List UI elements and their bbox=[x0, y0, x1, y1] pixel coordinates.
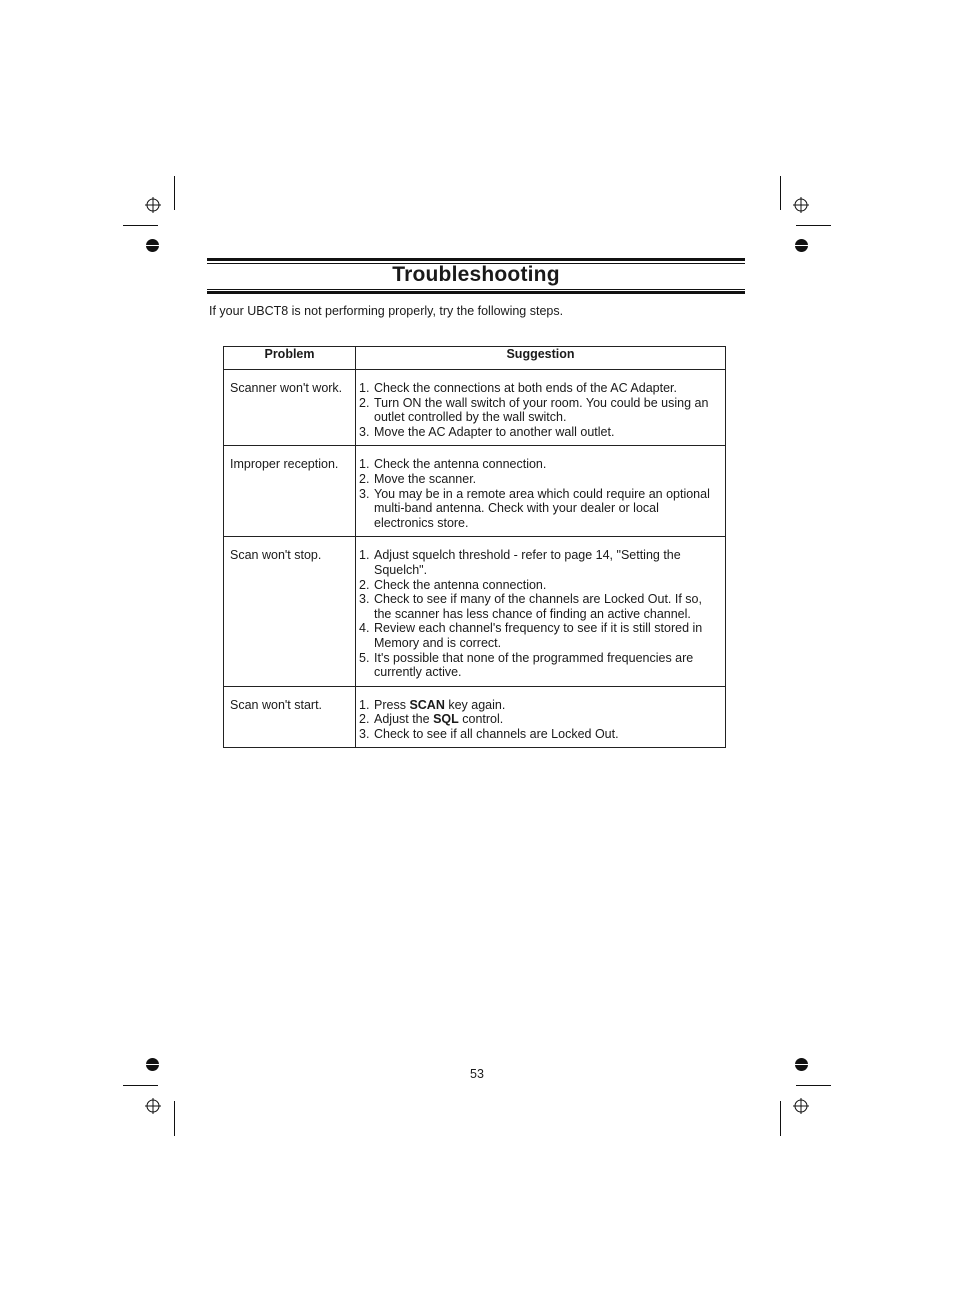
title-rule-bottom-thin bbox=[207, 289, 745, 290]
registration-target-icon bbox=[145, 197, 161, 213]
suggestion-step bbox=[359, 651, 721, 680]
crop-line bbox=[780, 176, 781, 210]
crop-line bbox=[123, 1085, 158, 1086]
problem-cell: Scanner won't work. bbox=[224, 370, 356, 446]
suggestion-steps bbox=[359, 698, 721, 742]
step-text: Turn ON the wall switch of your room. You could be using an outlet controlled by the wall switch. bbox=[374, 395, 709, 425]
step-number: 2. bbox=[359, 395, 370, 410]
registration-dot-icon bbox=[795, 239, 808, 252]
crop-line bbox=[796, 1085, 831, 1086]
suggestion-step bbox=[359, 548, 721, 577]
step-text: Check to see if many of the channels are Locked Out. If so, the scanner has less chance of finding an active channel. bbox=[374, 592, 702, 621]
suggestion-step bbox=[359, 472, 721, 487]
step-number: 5. bbox=[359, 650, 370, 665]
step-text: It's possible that none of the programmed frequencies are currently active. bbox=[374, 650, 694, 680]
suggestion-steps bbox=[359, 457, 721, 530]
suggestion-step bbox=[359, 487, 721, 531]
intro-text: If your UBCT8 is not performing properly, try the following steps. bbox=[209, 304, 564, 318]
suggestion-steps bbox=[359, 548, 721, 679]
title-rule-bottom-thick bbox=[207, 291, 745, 294]
title-rule-top-thick bbox=[207, 258, 745, 261]
step-text: control. bbox=[458, 712, 504, 727]
registration-dot-icon bbox=[146, 239, 159, 252]
step-text: Adjust the bbox=[374, 712, 434, 727]
step-text: Adjust squelch threshold - refer to page 14, "Setting the Squelch". bbox=[374, 548, 681, 577]
step-text: You may be in a remote area which could require an optional multi-band antenna. Check with your dealer or local electronics store. bbox=[374, 486, 710, 530]
step-number: 2. bbox=[359, 471, 370, 486]
step-text: Check the connections at both ends of the AC Adapter. bbox=[374, 381, 677, 395]
suggestion-step bbox=[359, 727, 721, 742]
page-title: Troubleshooting bbox=[392, 263, 560, 286]
step-text: key again. bbox=[444, 697, 506, 712]
step-text: Move the scanner. bbox=[374, 471, 477, 486]
step-text: Check to see if all channels are Locked Out. bbox=[374, 726, 619, 741]
suggestion-step bbox=[359, 381, 721, 396]
step-number: 3. bbox=[359, 424, 370, 439]
suggestion-step bbox=[359, 712, 721, 727]
page-number: 53 bbox=[470, 1067, 484, 1081]
suggestion-step bbox=[359, 698, 721, 713]
step-text: Check the antenna connection. bbox=[374, 457, 547, 472]
step-number: 2. bbox=[359, 577, 370, 592]
registration-target-icon bbox=[145, 1098, 161, 1114]
step-number: 1. bbox=[359, 381, 370, 395]
table-header-row bbox=[224, 347, 726, 370]
suggestion-step bbox=[359, 396, 721, 425]
step-number: 1. bbox=[359, 457, 370, 472]
registration-target-icon bbox=[793, 197, 809, 213]
suggestion-step bbox=[359, 592, 721, 621]
step-number: 3. bbox=[359, 726, 370, 741]
step-text: Press bbox=[374, 697, 410, 712]
table-row bbox=[224, 686, 726, 748]
crop-line bbox=[780, 1101, 781, 1136]
crop-line bbox=[174, 176, 175, 210]
suggestion-cell bbox=[356, 370, 726, 446]
step-text: Check the antenna connection. bbox=[374, 577, 547, 592]
suggestion-step bbox=[359, 578, 721, 593]
step-number: 3. bbox=[359, 592, 370, 607]
problem-cell: Scan won't start. bbox=[224, 686, 356, 748]
troubleshooting-table bbox=[223, 346, 726, 748]
header-problem: Problem bbox=[224, 347, 356, 370]
step-text: Move the AC Adapter to another wall outlet. bbox=[374, 424, 615, 439]
step-number: 3. bbox=[359, 486, 370, 501]
step-number: 1. bbox=[359, 548, 370, 563]
suggestion-cell bbox=[356, 686, 726, 748]
table-row bbox=[224, 370, 726, 446]
control-name: SCAN bbox=[409, 697, 445, 712]
registration-target-icon bbox=[793, 1098, 809, 1114]
crop-line bbox=[796, 225, 831, 226]
crop-line bbox=[174, 1101, 175, 1136]
table-row bbox=[224, 446, 726, 537]
suggestion-step bbox=[359, 621, 721, 650]
suggestion-cell bbox=[356, 446, 726, 537]
suggestion-step bbox=[359, 425, 721, 440]
problem-cell: Improper reception. bbox=[224, 446, 356, 537]
table-row bbox=[224, 537, 726, 686]
suggestion-steps bbox=[359, 381, 721, 439]
header-suggestion: Suggestion bbox=[356, 347, 726, 370]
control-name: SQL bbox=[433, 712, 459, 727]
crop-line bbox=[123, 225, 158, 226]
suggestion-step bbox=[359, 457, 721, 472]
step-number: 1. bbox=[359, 697, 370, 712]
step-text: Review each channel's frequency to see if it is still stored in Memory and is correct. bbox=[374, 621, 703, 650]
step-number: 4. bbox=[359, 621, 370, 636]
table-body bbox=[224, 370, 726, 748]
problem-cell: Scan won't stop. bbox=[224, 537, 356, 686]
suggestion-cell bbox=[356, 537, 726, 686]
step-number: 2. bbox=[359, 712, 370, 727]
